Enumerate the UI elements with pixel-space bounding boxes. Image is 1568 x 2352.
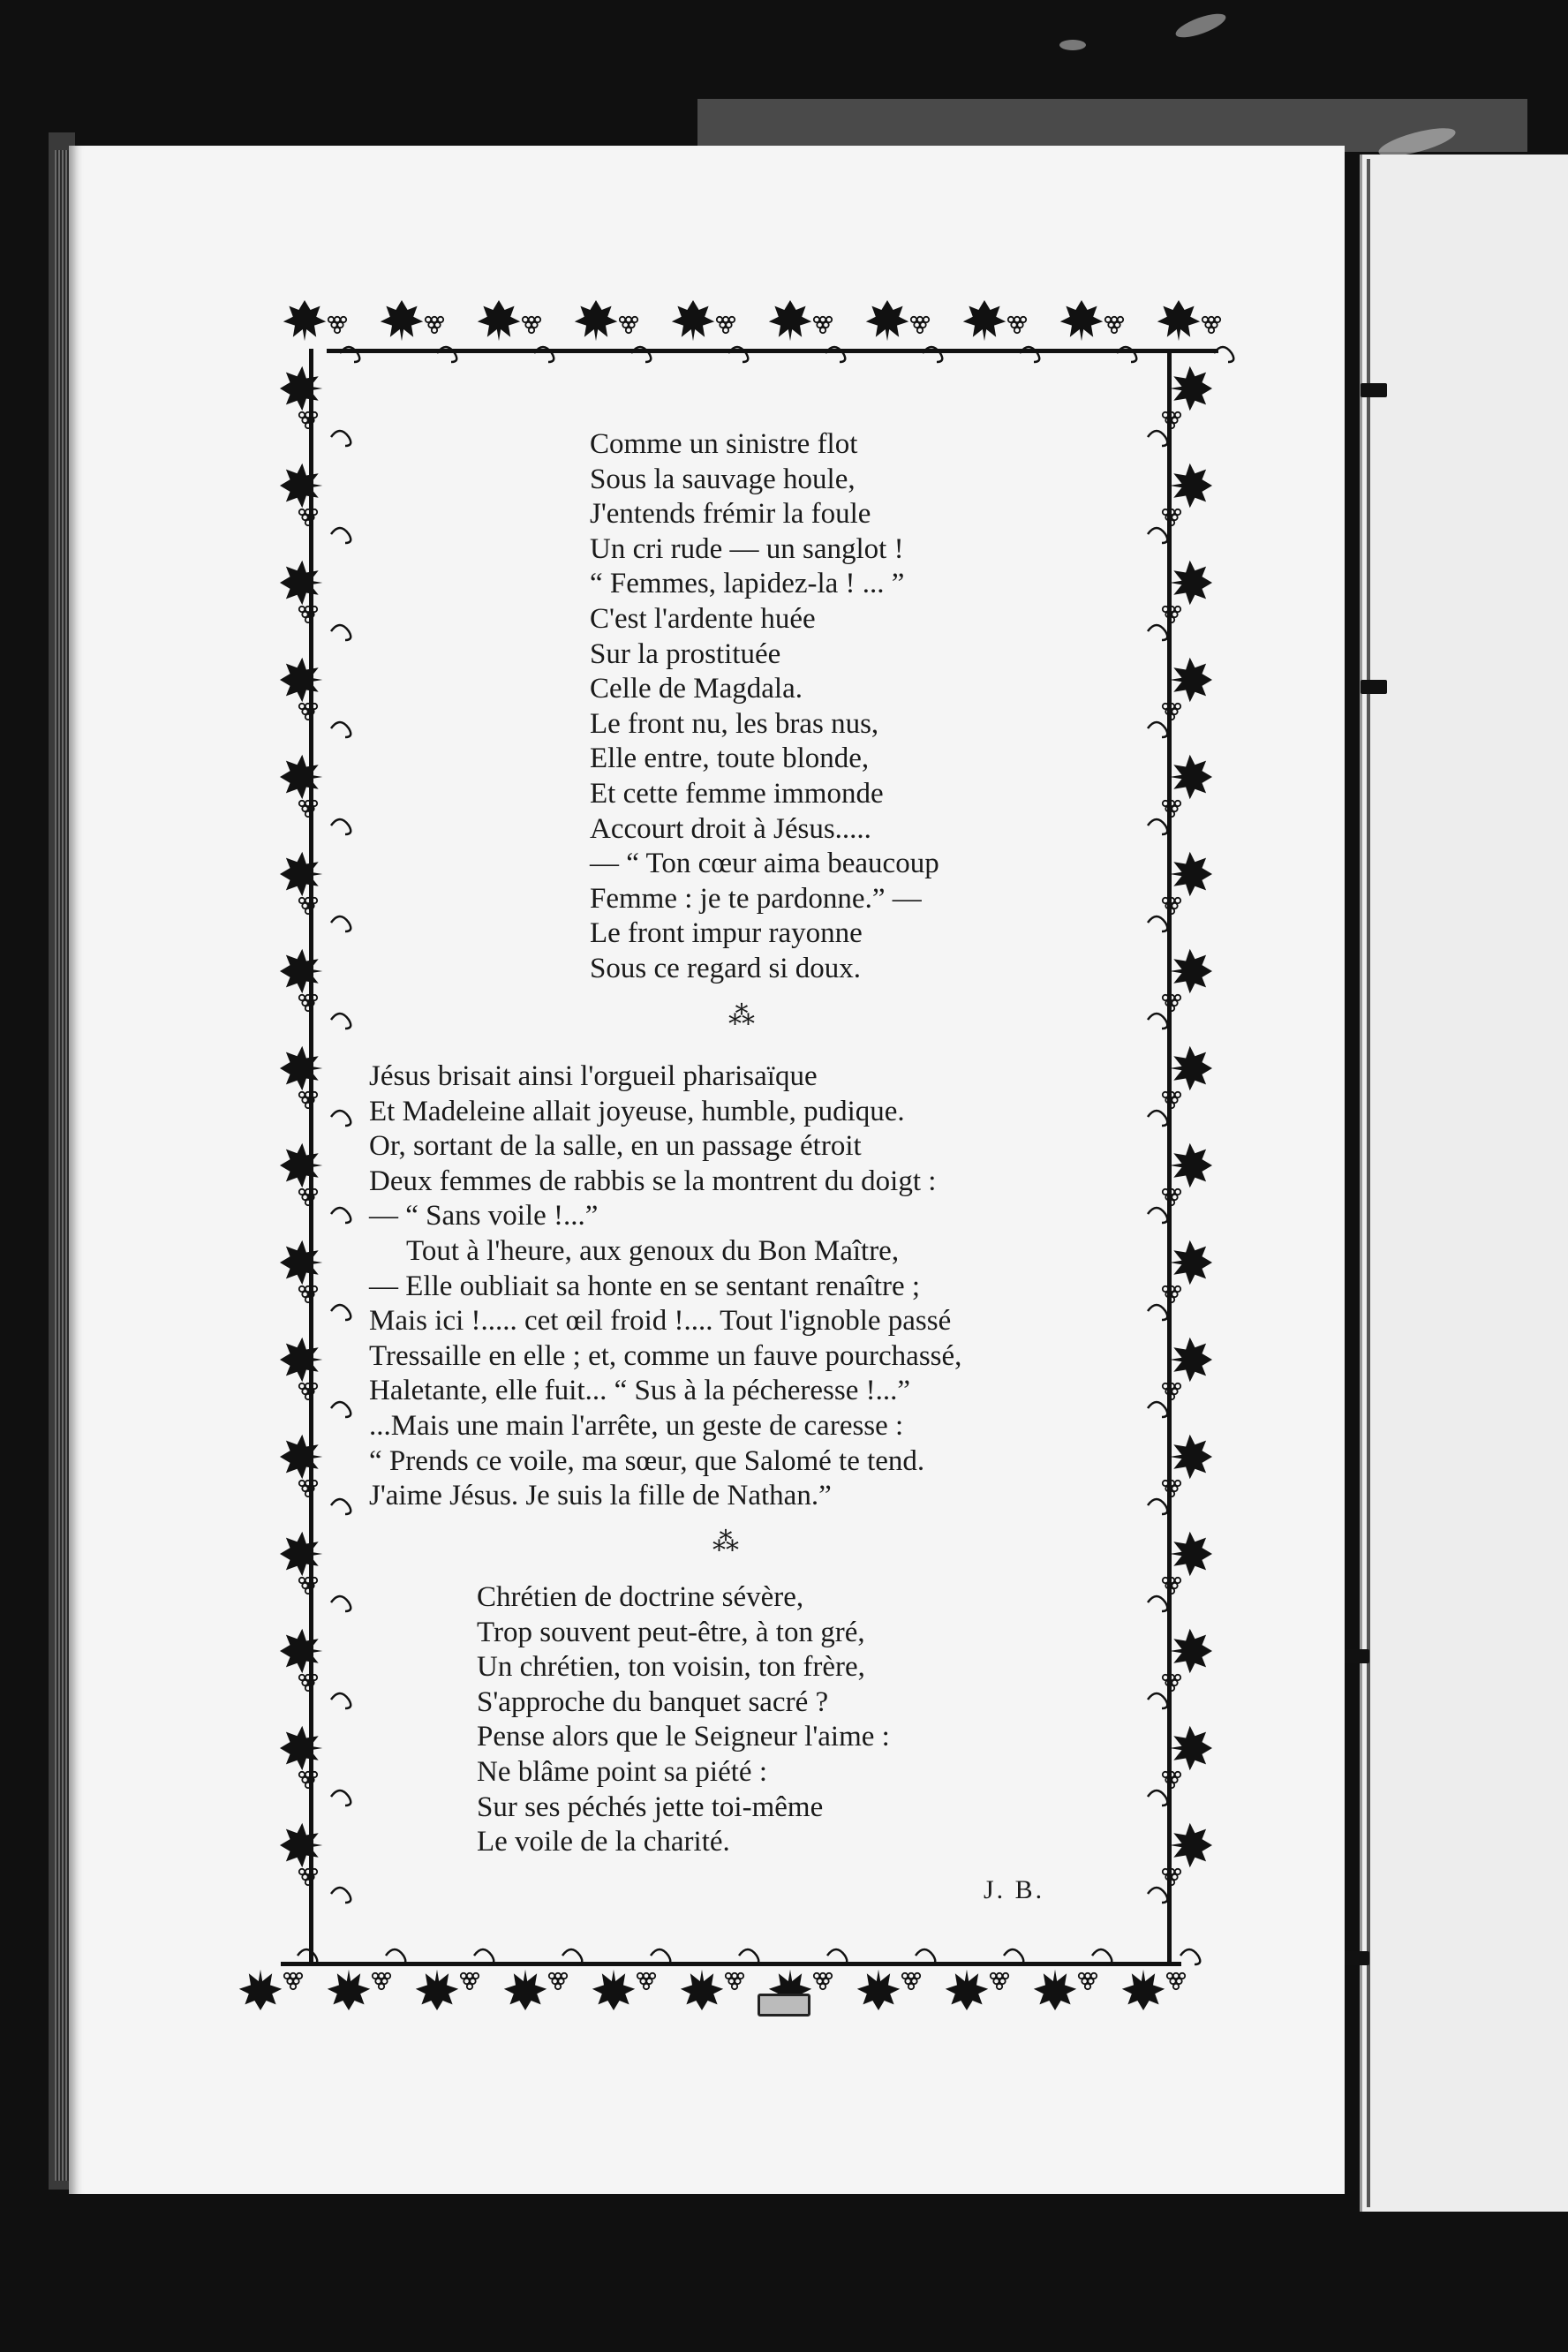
poem-line: Chrétien de doctrine sévère, (477, 1581, 804, 1613)
grape-cluster-icon (1163, 1481, 1180, 1496)
vine-tendril (331, 1402, 351, 1417)
vine-tendril (1148, 1499, 1167, 1514)
poem-line: J'entends frémir la foule (590, 498, 871, 531)
poem-line: Mais ici !..... cet œil froid !.... Tout l'ignoble passé (369, 1305, 952, 1338)
vine-tendril (827, 1949, 847, 1964)
vine-leaf-icon (1170, 1435, 1212, 1480)
vine-leaf-icon (280, 464, 322, 509)
grape-cluster-icon (726, 1973, 743, 1989)
grape-cluster-icon (299, 1383, 317, 1399)
stanza-two (369, 1059, 961, 1514)
vine-tendril (1148, 1790, 1167, 1805)
vine-tendril (1148, 1208, 1167, 1223)
grape-cluster-icon (523, 317, 540, 333)
poem-line: Or, sortant de la salle, en un passage étroit (369, 1130, 862, 1163)
vine-tendril (331, 1888, 351, 1903)
vine-tendril (340, 347, 359, 362)
vine-leaf-icon (1170, 1823, 1212, 1868)
poem-line: “ Prends ce voile, ma sœur, que Salomé te tend. (369, 1444, 925, 1477)
vine-tendril (331, 528, 351, 543)
poem-line: Elle entre, toute blonde, (590, 743, 870, 775)
poem-line: ...Mais une main l'arrête, un geste de caresse : (369, 1409, 904, 1442)
vine-leaf-icon (283, 300, 326, 341)
vine-tendril (331, 1790, 351, 1805)
grape-cluster-icon (299, 898, 317, 914)
poem-line: Femme : je te pardonne.” — (590, 882, 922, 915)
grape-cluster-icon (814, 1973, 832, 1989)
vine-leaf-icon (280, 1629, 322, 1674)
grape-cluster-icon (373, 1973, 390, 1989)
vine-leaf-icon (1157, 300, 1200, 341)
poem-line: Le front nu, les bras nus, (590, 707, 879, 740)
grape-cluster-icon (814, 317, 832, 333)
grape-cluster-icon (1008, 317, 1026, 333)
grape-cluster-icon (902, 1973, 920, 1989)
grape-cluster-icon (717, 317, 735, 333)
bottom-ornament (758, 1994, 810, 2017)
poem-line: Celle de Magdala. (590, 673, 803, 705)
grape-cluster-icon (1163, 1286, 1180, 1302)
grape-cluster-icon (1163, 898, 1180, 914)
poem-line: Sur ses péchés jette toi-même (477, 1790, 824, 1823)
vine-leaf-icon (280, 1532, 322, 1577)
grape-cluster-icon (911, 317, 929, 333)
vine-tendril (1148, 1402, 1167, 1417)
vine-leaf-icon (1170, 464, 1212, 509)
vine-tendril (1148, 431, 1167, 446)
poem-line: Sous ce regard si doux. (590, 952, 862, 984)
stanza-one (590, 427, 939, 987)
grape-cluster-icon (299, 995, 317, 1011)
vine-leaf-icon (946, 1970, 988, 2010)
grape-cluster-icon (1163, 1869, 1180, 1885)
vine-tendril (923, 347, 942, 362)
poem-line: Comme un sinistre flot (590, 428, 858, 460)
vine-tendril (651, 1949, 670, 1964)
vine-leaf-icon (1170, 852, 1212, 897)
poem-line: Le front impur rayonne (590, 917, 863, 950)
poem-line: Et cette femme immonde (590, 777, 884, 810)
vine-leaf-icon (1170, 949, 1212, 994)
poem-line: “ Femmes, lapidez-la ! ... ” (590, 568, 905, 600)
grape-cluster-icon (284, 1973, 302, 1989)
vine-leaf-icon (769, 300, 811, 341)
grape-cluster-icon (1105, 317, 1123, 333)
vine-leaf-icon (681, 1970, 723, 2010)
vine-leaf-icon (575, 300, 617, 341)
vine-leaf-icon (866, 300, 908, 341)
grape-cluster-icon (1167, 1973, 1185, 1989)
poem-line: Et Madeleine allait joyeuse, humble, pudique. (369, 1095, 905, 1127)
vine-tendril (331, 1111, 351, 1126)
vine-leaf-icon (1170, 1143, 1212, 1188)
grape-cluster-icon (991, 1973, 1008, 1989)
vine-tendril (728, 347, 748, 362)
vine-tendril (1148, 722, 1167, 737)
poem-line: Sous la sauvage houle, (590, 463, 856, 495)
vine-tendril (1092, 1949, 1112, 1964)
poem-line: Un cri rude — un sanglot ! (590, 532, 904, 565)
vine-tendril (298, 1949, 317, 1964)
poem-line: S'approche du banquet sacré ? (477, 1685, 829, 1718)
grape-cluster-icon (299, 1481, 317, 1496)
vine-tendril (1214, 347, 1233, 362)
vine-tendril (331, 916, 351, 931)
vine-leaf-icon (280, 1338, 322, 1383)
poem-line: Le voile de la charité. (477, 1826, 730, 1858)
vine-leaf-icon (963, 300, 1006, 341)
vine-leaf-icon (1170, 1532, 1212, 1577)
vine-leaf-icon (1170, 658, 1212, 703)
poem-line: Tressaille en elle ; et, comme un fauve pourchassé, (369, 1339, 962, 1372)
grape-cluster-icon (299, 1869, 317, 1885)
grape-cluster-icon (426, 317, 443, 333)
poem-line: Jésus brisait ainsi l'orgueil pharisaïque (369, 1060, 818, 1092)
poem-line: Deux femmes de rabbis se la montrent du doigt : (369, 1165, 937, 1197)
grape-cluster-icon (1163, 412, 1180, 428)
grape-cluster-icon (299, 412, 317, 428)
grape-cluster-icon (1163, 1383, 1180, 1399)
grape-cluster-icon (299, 704, 317, 720)
vine-leaf-icon (381, 300, 423, 341)
poem-line: C'est l'ardente huée (590, 602, 816, 635)
vine-tendril (1148, 1305, 1167, 1320)
poem-line: Tout à l'heure, aux genoux du Bon Maître, (406, 1234, 900, 1267)
grape-cluster-icon (1163, 1578, 1180, 1594)
vine-tendril (1148, 819, 1167, 834)
asterism: ⁂ (728, 1001, 755, 1030)
vine-tendril (1020, 347, 1039, 362)
vine-leaf-icon (1170, 1046, 1212, 1091)
vine-tendril (562, 1949, 582, 1964)
poem-line: — Elle oubliait sa honte en se sentant renaître ; (369, 1270, 921, 1302)
vine-tendril (739, 1949, 758, 1964)
vine-tendril (331, 1499, 351, 1514)
stanza-three (477, 1580, 890, 1860)
poem-line: Pense alors que le Seigneur l'aime : (477, 1721, 890, 1753)
grape-cluster-icon (1163, 801, 1180, 817)
vine-leaf-icon (280, 1046, 322, 1091)
vine-tendril (331, 1014, 351, 1029)
vine-tendril (331, 431, 351, 446)
vine-tendril (331, 1208, 351, 1223)
grape-cluster-icon (299, 801, 317, 817)
grape-cluster-icon (637, 1973, 655, 1989)
vine-leaf-icon (280, 366, 322, 411)
vine-leaf-icon (478, 300, 520, 341)
grape-cluster-icon (299, 1772, 317, 1788)
vine-leaf-icon (280, 755, 322, 800)
vine-leaf-icon (280, 658, 322, 703)
poem-line: Sur la prostituée (590, 637, 781, 670)
vine-tendril (1148, 1596, 1167, 1611)
grape-cluster-icon (1079, 1973, 1097, 1989)
vine-leaf-icon (592, 1970, 635, 2010)
grape-cluster-icon (328, 317, 346, 333)
vine-tendril (1117, 347, 1136, 362)
vine-leaf-icon (328, 1970, 370, 2010)
vine-leaf-icon (280, 949, 322, 994)
grape-cluster-icon (461, 1973, 479, 1989)
vine-leaf-icon (1170, 1726, 1212, 1771)
vine-leaf-icon (1170, 1338, 1212, 1383)
vine-leaf-icon (239, 1970, 282, 2010)
vine-leaf-icon (280, 852, 322, 897)
vine-leaf-icon (280, 1143, 322, 1188)
vine-tendril (386, 1949, 405, 1964)
vine-tendril (331, 1305, 351, 1320)
grape-cluster-icon (299, 509, 317, 525)
grape-cluster-icon (549, 1973, 567, 1989)
grape-cluster-icon (1163, 1772, 1180, 1788)
grape-cluster-icon (1163, 995, 1180, 1011)
vine-leaf-icon (280, 1823, 322, 1868)
vine-tendril (825, 347, 845, 362)
vine-leaf-icon (280, 1435, 322, 1480)
vine-tendril (331, 1596, 351, 1611)
signature: J. B. (984, 1875, 1045, 1904)
grape-cluster-icon (1163, 509, 1180, 525)
vine-tendril (331, 625, 351, 640)
vine-leaf-icon (280, 1240, 322, 1285)
vine-leaf-icon (1170, 366, 1212, 411)
vine-leaf-icon (416, 1970, 458, 2010)
vine-tendril (534, 347, 554, 362)
grape-cluster-icon (299, 1675, 317, 1691)
vine-leaf-icon (1170, 1240, 1212, 1285)
poem-line: Ne blâme point sa piété : (477, 1755, 767, 1788)
vine-tendril (1148, 625, 1167, 640)
poem-line: J'aime Jésus. Je suis la fille de Nathan.” (369, 1480, 832, 1512)
vine-tendril (331, 819, 351, 834)
vine-leaf-icon (672, 300, 714, 341)
vine-leaf-icon (857, 1970, 900, 2010)
vine-tendril (1148, 1111, 1167, 1126)
vine-leaf-icon (1122, 1970, 1165, 2010)
grape-cluster-icon (299, 607, 317, 622)
vine-leaf-icon (280, 561, 322, 606)
asterism-separator (715, 1001, 768, 1030)
grape-cluster-icon (1163, 1675, 1180, 1691)
vine-leaf-icon (1170, 561, 1212, 606)
vine-tendril (631, 347, 651, 362)
poem-line: Haletante, elle fuit... “ Sus à la pécheresse !...” (369, 1375, 910, 1407)
vine-tendril (437, 347, 456, 362)
vine-leaf-icon (504, 1970, 547, 2010)
vine-leaf-icon (280, 1726, 322, 1771)
vine-tendril (1148, 1693, 1167, 1708)
poem-line: Accourt droit à Jésus..... (590, 812, 871, 845)
vine-tendril (1148, 1888, 1167, 1903)
vine-tendril (1004, 1949, 1023, 1964)
poem-line: — “ Sans voile !...” (369, 1200, 599, 1233)
vine-tendril (1148, 528, 1167, 543)
vine-tendril (1180, 1949, 1200, 1964)
asterism-separator (699, 1527, 752, 1557)
grape-cluster-icon (299, 1578, 317, 1594)
grape-cluster-icon (620, 317, 637, 333)
asterism: ⁂ (712, 1527, 739, 1557)
poem-line: — “ Ton cœur aima beaucoup (590, 848, 939, 880)
grape-cluster-icon (1163, 1189, 1180, 1205)
grape-cluster-icon (1163, 607, 1180, 622)
vine-tendril (1148, 916, 1167, 931)
vine-tendril (331, 1693, 351, 1708)
grape-cluster-icon (299, 1092, 317, 1108)
vine-tendril (331, 722, 351, 737)
vine-tendril (474, 1949, 494, 1964)
vine-leaf-icon (1060, 300, 1103, 341)
poem-line: Trop souvent peut-être, à ton gré, (477, 1616, 865, 1648)
vine-leaf-icon (1034, 1970, 1076, 2010)
poem-line: Un chrétien, ton voisin, ton frère, (477, 1651, 865, 1684)
vine-leaf-icon (1170, 1629, 1212, 1674)
grape-cluster-icon (299, 1286, 317, 1302)
grape-cluster-icon (1163, 704, 1180, 720)
vine-tendril (916, 1949, 935, 1964)
vine-leaf-icon (1170, 755, 1212, 800)
vine-tendril (1148, 1014, 1167, 1029)
grape-cluster-icon (299, 1189, 317, 1205)
grape-cluster-icon (1202, 317, 1220, 333)
grape-cluster-icon (1163, 1092, 1180, 1108)
